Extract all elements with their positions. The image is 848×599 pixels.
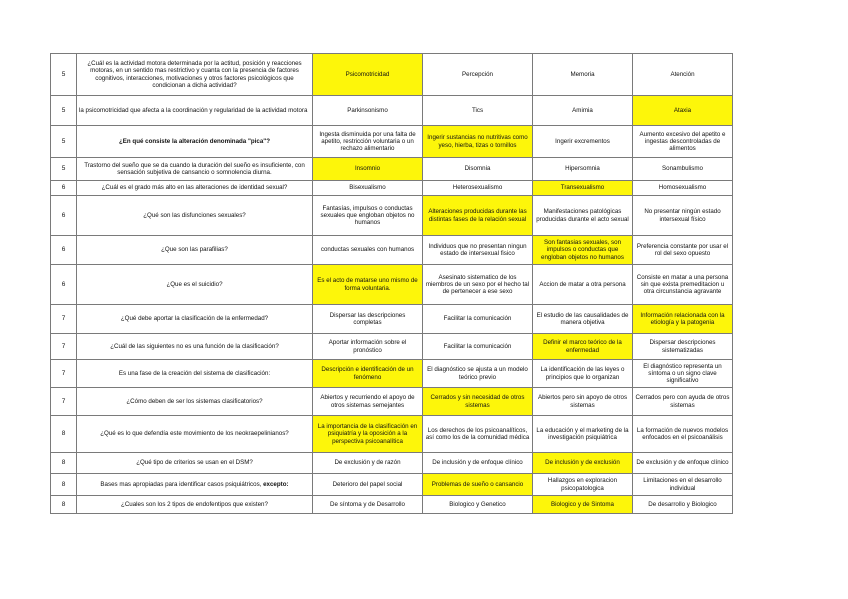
question-cell: ¿Cuál es el grado más alto en las alteraciones de identidad sexual? (77, 181, 313, 196)
option-d-cell: Información relacionada con la etiología y la patogenia (633, 305, 733, 334)
option-b-cell: Ingerir sustancias no nutritivas como yeso, hierba, tizas o tornillos (423, 126, 533, 158)
question-text: Bases mas apropiadas para identificar casos psiquiátricos, excepto: (100, 480, 289, 488)
option-c-cell: El estudio de las causalidades de manera objetiva (533, 305, 633, 334)
option-a-cell: Ingesta disminuida por una falta de apetito, restricción voluntaria o un rechazo alimentario (313, 126, 423, 158)
option-b-cell: Disomnia (423, 158, 533, 181)
question-cell: Es una fase de la creación del sistema de clasificación: (77, 360, 313, 388)
unit-number: 6 (51, 181, 77, 196)
option-a-cell: Descripción e identificación de un fenómeno (313, 360, 423, 388)
table-row (51, 158, 733, 181)
question-cell: ¿Cómo deben de ser los sistemas clasificatorios? (77, 388, 313, 416)
unit-number: 7 (51, 360, 77, 388)
question-cell: la psicomotricidad que afecta a la coordinación y regularidad de la actividad motora (77, 96, 313, 126)
option-c-cell: De inclusión y de exclusión (533, 453, 633, 474)
option-d-cell: La formación de nuevos modelos enfocados en el psicoanálisis (633, 416, 733, 453)
question-cell: ¿Qué debe aportar la clasificación de la enfermedad? (77, 305, 313, 334)
table-row (51, 181, 733, 196)
option-c-cell: Transexualismo (533, 181, 633, 196)
table-row (51, 334, 733, 360)
option-d-cell: Atención (633, 54, 733, 96)
option-a-cell: De exclusión y de razón (313, 453, 423, 474)
unit-number: 6 (51, 265, 77, 305)
option-d-cell: El diagnóstico representa un síntoma o un signo clave significativo (633, 360, 733, 388)
option-b-cell: El diagnóstico se ajusta a un modelo teórico previo (423, 360, 533, 388)
option-c-cell: Abiertos pero sin apoyo de otros sistemas (533, 388, 633, 416)
option-c-cell: Amimia (533, 96, 633, 126)
unit-number: 8 (51, 416, 77, 453)
table-row (51, 96, 733, 126)
option-b-cell: Asesinato sistematico de los miembros de un sexo por el hecho tal de pertenecer a ese sexo (423, 265, 533, 305)
option-b-cell: Tics (423, 96, 533, 126)
table-row (51, 453, 733, 474)
option-d-cell: De desarrollo y Biologico (633, 496, 733, 514)
unit-number: 6 (51, 236, 77, 265)
unit-number: 7 (51, 305, 77, 334)
option-c-cell: Definir el marco teórico de la enfermedad (533, 334, 633, 360)
unit-number: 8 (51, 474, 77, 496)
option-d-cell: Preferencia constante por usar el rol del sexo opuesto (633, 236, 733, 265)
option-c-cell: La identificación de las leyes o principios que lo organizan (533, 360, 633, 388)
unit-number: 5 (51, 96, 77, 126)
question-cell: ¿Cuál es la actividad motora determinada por la actitud, posición y reacciones motoras, en un sentido mas restrictivo y cuanta con la presencia de factores cognitivos, interacciones, motivaciones y otros factores psicológicos que condicionan a dicha actividad? (77, 54, 313, 96)
option-a-cell: Deterioro del papel social (313, 474, 423, 496)
table-row (51, 236, 733, 265)
option-b-cell: Facilitar la comunicación (423, 334, 533, 360)
question-cell: ¿Que son las parafilias? (77, 236, 313, 265)
question-cell: Trastorno del sueño que se da cuando la duración del sueño es insuficiente, con sensación subjetiva de cansancio o somnolencia diurna. (77, 158, 313, 181)
table-row (51, 265, 733, 305)
option-c-cell: Accion de matar a otra persona (533, 265, 633, 305)
question-cell: ¿Qué son las disfunciones sexuales? (77, 196, 313, 236)
option-b-cell: Individuos que no presentan ningun estado de intersexual fisico (423, 236, 533, 265)
option-d-cell: Dispersar descripciones sistematizadas (633, 334, 733, 360)
unit-number: 8 (51, 496, 77, 514)
question-cell: ¿Cuál de las siguientes no es una función de la clasificación? (77, 334, 313, 360)
unit-number: 7 (51, 334, 77, 360)
option-a-cell: Fantasías, impulsos o conductas sexuales que engloban objetos no humanos (313, 196, 423, 236)
option-a-cell: Dispersar las descripciones completas (313, 305, 423, 334)
option-c-cell: Hipersomnia (533, 158, 633, 181)
option-a-cell: Parkinsonismo (313, 96, 423, 126)
option-d-cell: Aumento excesivo del apetito e ingestas descontroladas de alimentos (633, 126, 733, 158)
option-c-cell: La educación y el marketing de la investigación psiquiátrica (533, 416, 633, 453)
option-a-cell: Abiertos y recurriendo el apoyo de otros sistemas semejantes (313, 388, 423, 416)
table-row (51, 496, 733, 514)
unit-number: 5 (51, 126, 77, 158)
unit-number: 5 (51, 158, 77, 181)
option-a-cell: De síntoma y de Desarrollo (313, 496, 423, 514)
option-a-cell: Bisexualismo (313, 181, 423, 196)
question-cell: ¿Que es el suicidio? (77, 265, 313, 305)
unit-number: 8 (51, 453, 77, 474)
option-c-cell: Hallazgos en exploracion psicopatologica (533, 474, 633, 496)
option-c-cell: Memoria (533, 54, 633, 96)
option-b-cell: Los derechos de los psicoanalíticos, así como los de la comunidad médica (423, 416, 533, 453)
unit-number: 7 (51, 388, 77, 416)
table-row (51, 416, 733, 453)
option-b-cell: Alteraciones producidas durante las distintas fases de la relación sexual (423, 196, 533, 236)
table-row (51, 54, 733, 96)
option-d-cell: Sonambulismo (633, 158, 733, 181)
option-a-cell: Psicomotricidad (313, 54, 423, 96)
option-a-cell: La importancia de la clasificación en psiquiatría y la oposición a la perspectiva psicoanalítica (313, 416, 423, 453)
option-a-cell: Insomnio (313, 158, 423, 181)
question-cell: ¿Cuales son los 2 tipos de endofentipos que existen? (77, 496, 313, 514)
option-c-cell: Manifestaciones patológicas producidas durante el acto sexual (533, 196, 633, 236)
option-d-cell: De exclusión y de enfoque clínico (633, 453, 733, 474)
table-row (51, 360, 733, 388)
option-a-cell: Es el acto de matarse uno mismo de forma voluntaria. (313, 265, 423, 305)
question-cell: ¿Qué tipo de criterios se usan en el DSM? (77, 453, 313, 474)
table-row (51, 305, 733, 334)
question-cell: ¿En qué consiste la alteración denominada "pica"? (77, 126, 313, 158)
question-cell (77, 474, 313, 496)
table-row (51, 126, 733, 158)
option-b-cell: De inclusión y de enfoque clínico (423, 453, 533, 474)
option-d-cell: Limitaciones en el desarrollo individual (633, 474, 733, 496)
option-b-cell: Biologico y Genetico (423, 496, 533, 514)
option-b-cell: Cerrados y sin necesidad de otros sistemas (423, 388, 533, 416)
option-d-cell: Cerrados pero con ayuda de otros sistemas (633, 388, 733, 416)
option-b-cell: Problemas de sueño o cansancio (423, 474, 533, 496)
option-d-cell: Homosexualismo (633, 181, 733, 196)
question-table (50, 53, 733, 514)
option-c-cell: Son fantasias sexuales, son impulsos o conductas que engloban objetos no humanos (533, 236, 633, 265)
option-c-cell: Ingerir excrementos (533, 126, 633, 158)
option-b-cell: Facilitar la comunicación (423, 305, 533, 334)
option-b-cell: Heterosexualismo (423, 181, 533, 196)
option-b-cell: Percepción (423, 54, 533, 96)
table-row (51, 388, 733, 416)
option-a-cell: conductas sexuales con humanos (313, 236, 423, 265)
option-d-cell: Consiste en matar a una persona sin que exista premeditacion u otra circunstancia agravante (633, 265, 733, 305)
question-cell: ¿Qué es lo que defendía este movimiento de los neokraepelinianos? (77, 416, 313, 453)
table-row (51, 196, 733, 236)
unit-number: 6 (51, 196, 77, 236)
option-d-cell: No presentar ningún estado intersexual físico (633, 196, 733, 236)
unit-number: 5 (51, 54, 77, 96)
option-a-cell: Aportar información sobre el pronóstico (313, 334, 423, 360)
option-c-cell: Biologico y de Sintoma (533, 496, 633, 514)
option-d-cell: Ataxia (633, 96, 733, 126)
table-row (51, 474, 733, 496)
